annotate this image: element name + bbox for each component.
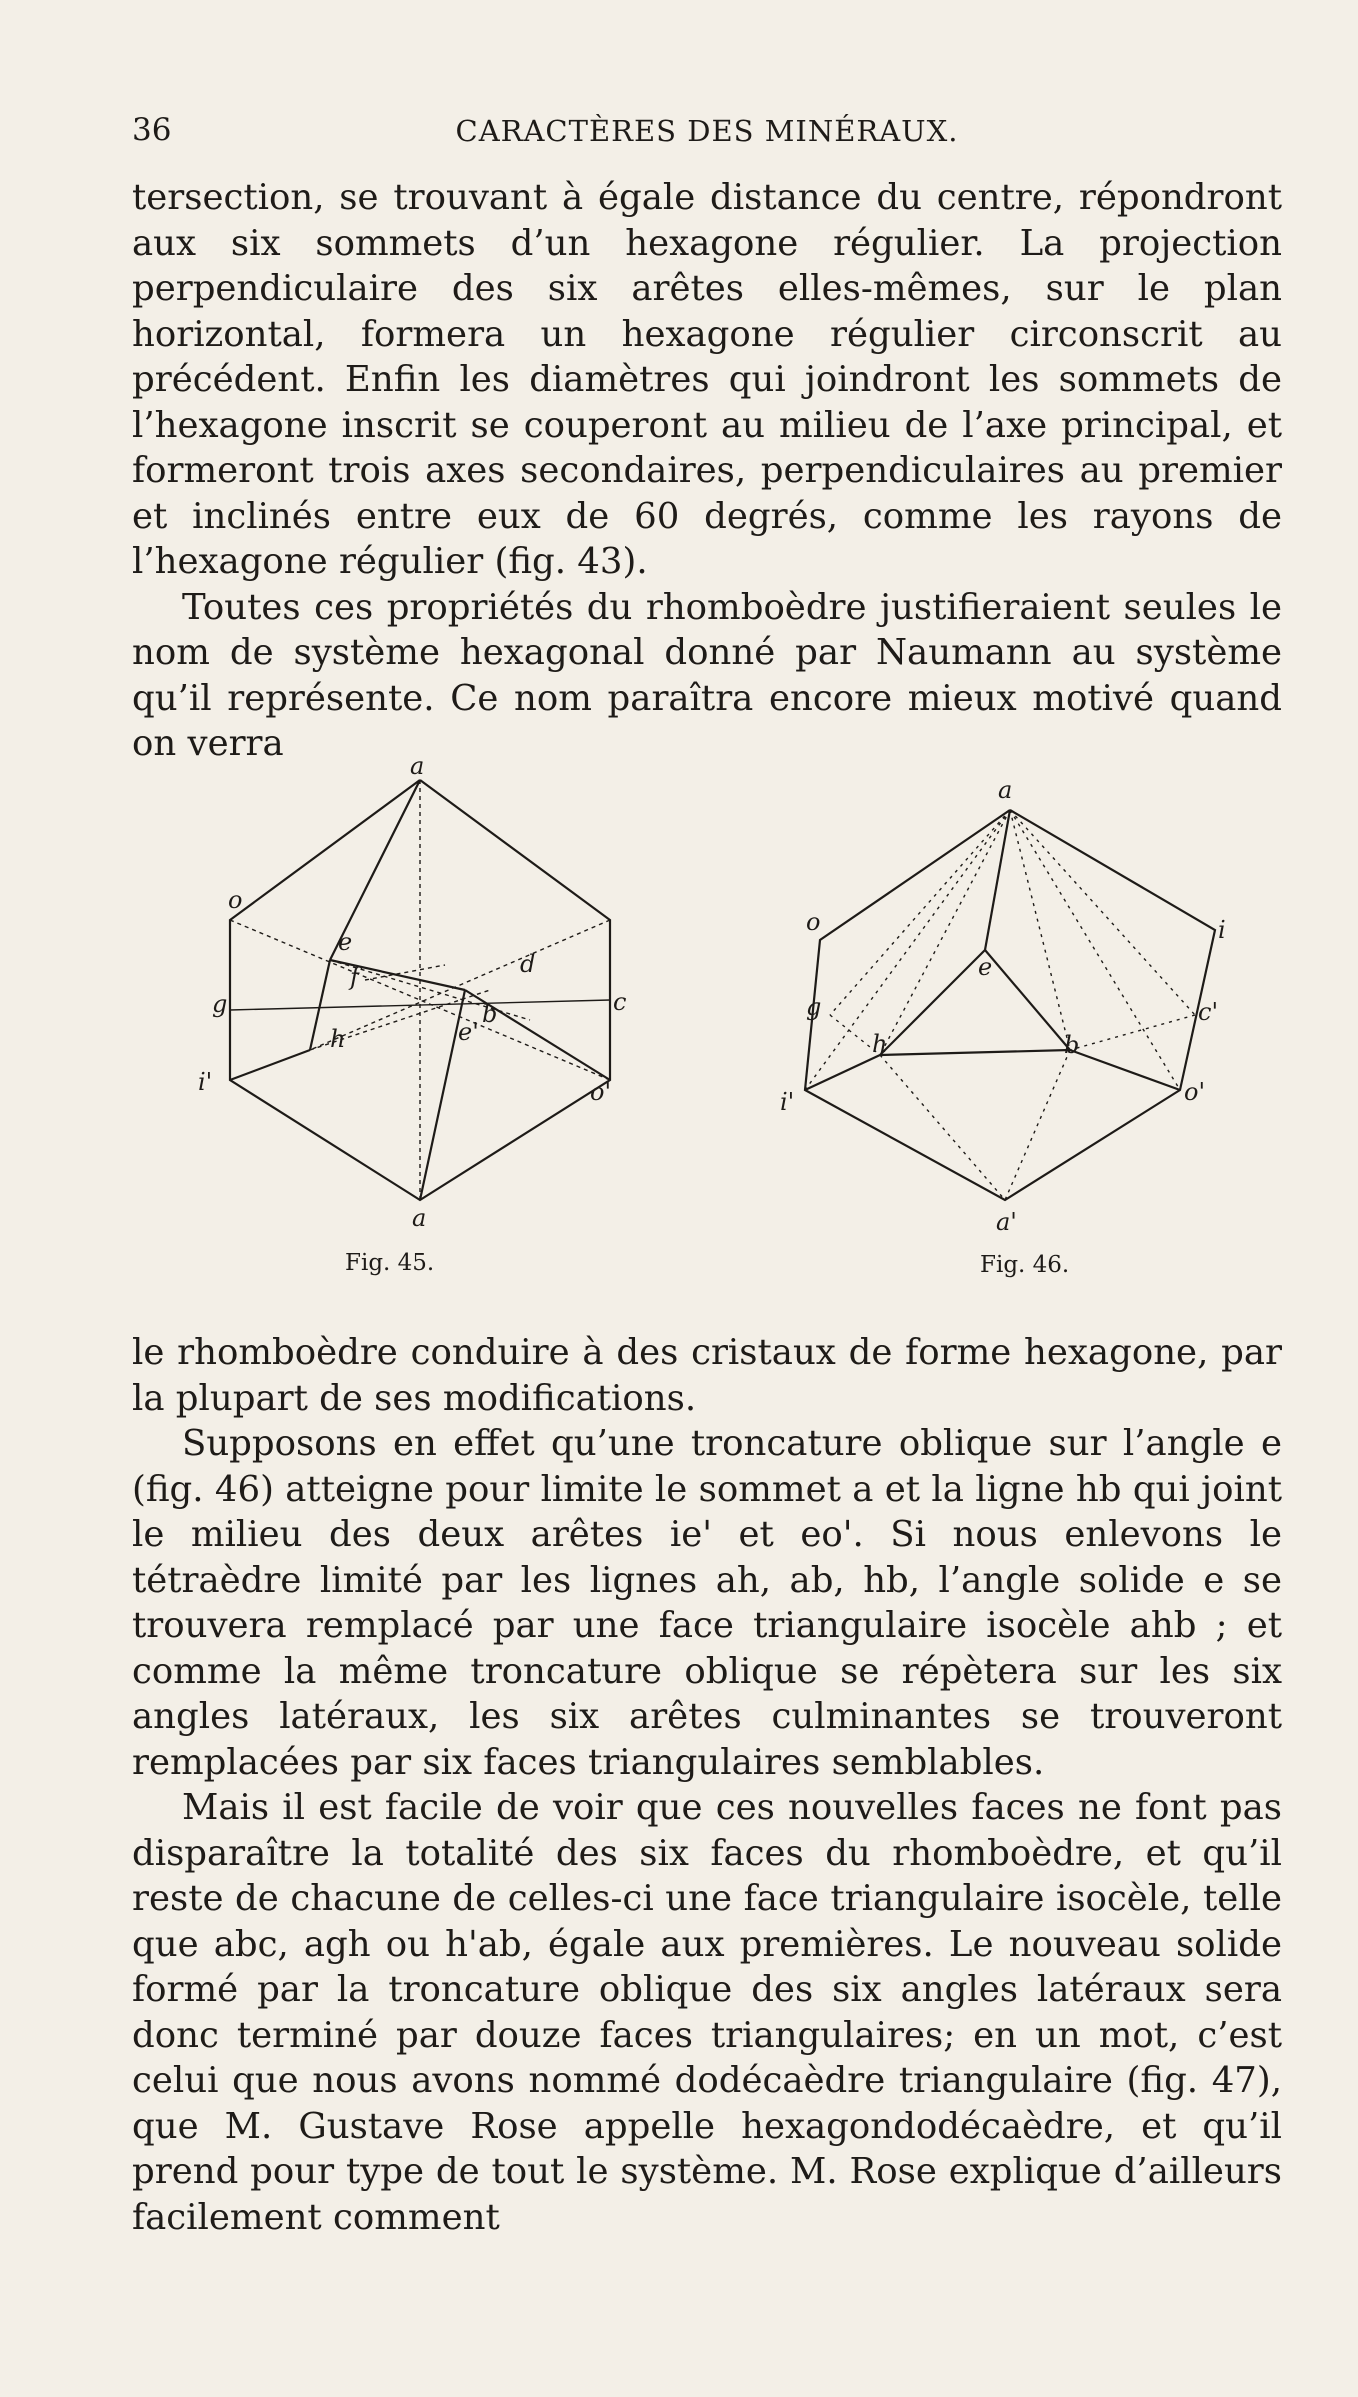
text-block-bottom <box>132 1330 1282 2240</box>
fig46-label-h: h <box>872 1030 888 1058</box>
figure-45-caption: Fig. 45. <box>345 1250 435 1276</box>
figure-46-caption: Fig. 46. <box>980 1252 1070 1278</box>
fig46-edge <box>985 950 1070 1050</box>
fig46-edge <box>1070 1050 1180 1090</box>
fig45-label-a-bottom: a <box>412 1204 427 1230</box>
fig45-label-d: d <box>520 950 536 978</box>
fig46-dotted-edge <box>1070 1015 1195 1050</box>
fig45-label-i-prime: i' <box>198 1068 213 1096</box>
fig46-dotted-edge <box>880 1055 1005 1200</box>
figure-45-drawing <box>190 760 670 1230</box>
fig46-edge <box>880 1050 1070 1055</box>
fig45-hidden-edge <box>330 960 530 1020</box>
fig46-dotted-edge <box>1010 810 1180 1090</box>
fig46-label-b: b <box>1064 1031 1080 1059</box>
fig46-label-o-prime: o' <box>1184 1078 1206 1106</box>
fig46-dotted-edge <box>805 810 1010 1090</box>
fig46-label-c-prime: c' <box>1198 998 1219 1026</box>
fig46-label-o: o <box>806 908 821 936</box>
fig45-label-a: a <box>410 760 425 780</box>
figure-46-drawing <box>770 770 1270 1240</box>
fig46-dotted-edge <box>880 810 1010 1055</box>
fig46-label-e: e <box>978 953 993 981</box>
text-block-top <box>132 175 1282 767</box>
fig46-label-i: i <box>1218 916 1226 944</box>
fig46-label-a-prime: a' <box>996 1208 1017 1236</box>
fig46-label-a: a <box>998 776 1013 804</box>
fig46-edge <box>985 810 1010 950</box>
paragraph: le rhomboèdre conduire à des cristaux de forme hexagone, par la plupart de ses modifications. <box>132 1332 1282 1419</box>
paragraph: Toutes ces propriétés du rhomboèdre justifieraient seules le nom de système hexagonal donné par Naumann au système qu’il représente. Ce nom paraîtra encore mieux motivé quand on verra <box>132 586 1282 764</box>
fig46-label-i-prime: i' <box>780 1088 795 1116</box>
fig45-edge <box>230 1050 310 1080</box>
paragraph: Supposons en effet qu’une troncature oblique sur l’angle e (fig. 46) atteigne pour limite le sommet a et la ligne hb qui joint le milieu des deux arêtes ie' et eo'. Si nous enlevons le tétraèdre limité par les lignes ah, ab, hb, l’angle solide e se trouvera remplacé par une face triangulaire isocèle ahb ; et comme la même troncature oblique se répètera sur les six angles latéraux, les six arêtes culminantes se trouveront remplacées par six faces triangulaires semblables. <box>132 1423 1282 1783</box>
fig46-dotted-edge <box>805 1090 1005 1200</box>
fig46-dotted-edge <box>1010 810 1195 1015</box>
paragraph: Mais il est facile de voir que ces nouvelles faces ne font pas disparaître la totalité des six faces du rhomboèdre, et qu’il reste de chacune de celles-ci une face triangulaire isocèle, telle que abc, agh ou h'ab, égale aux premières. Le nouveau solide formé par la troncature oblique des six angles latéraux sera donc terminé par douze faces triangulaires; en un mot, c’est celui que nous avons nommé dodécaèdre triangulaire (fig. 47), que M. Gustave Rose appelle hexagondodécaèdre, et qu’il prend pour type de tout le système. M. Rose explique d’ailleurs facilement comment <box>132 1787 1282 2238</box>
fig45-label-o-prime: o' <box>590 1078 612 1106</box>
fig46-label-g: g <box>806 993 822 1021</box>
fig45-label-f: f <box>350 963 359 991</box>
fig46-dotted-edge <box>830 810 1010 1015</box>
fig45-label-o: o <box>228 886 243 914</box>
fig46-dotted-edge <box>1005 1050 1070 1200</box>
figure-45 <box>190 760 670 1276</box>
running-title: CARACTÈRES DES MINÉRAUX. <box>455 114 959 148</box>
fig46-edge <box>805 1055 880 1090</box>
fig45-label-e: e <box>338 928 353 956</box>
fig45-label-e-prime: e' <box>458 1018 479 1046</box>
fig45-label-g: g <box>212 990 228 1018</box>
page-number: 36 <box>132 112 172 148</box>
fig45-label-b: b <box>482 1000 498 1028</box>
paragraph: tersection, se trouvant à égale distance du centre, répondront aux six sommets d’un hexagone régulier. La projection perpendiculaire des six arêtes elles-mêmes, sur le plan horizontal, formera un hexagone régulier circonscrit au précédent. Enfin les diamètres qui joindront les sommets de l’hexagone inscrit se couperont au milieu de l’axe principal, et formeront trois axes secondaires, perpendiculaires au premier et inclinés entre eux de 60 degrés, comme les rayons de l’hexagone régulier (fig. 43). <box>132 177 1282 582</box>
fig45-label-h: h <box>330 1025 346 1053</box>
page-header <box>132 112 1282 162</box>
figure-46 <box>770 770 1270 1278</box>
fig45-label-c: c <box>613 988 627 1016</box>
fig45-edge <box>310 960 330 1050</box>
